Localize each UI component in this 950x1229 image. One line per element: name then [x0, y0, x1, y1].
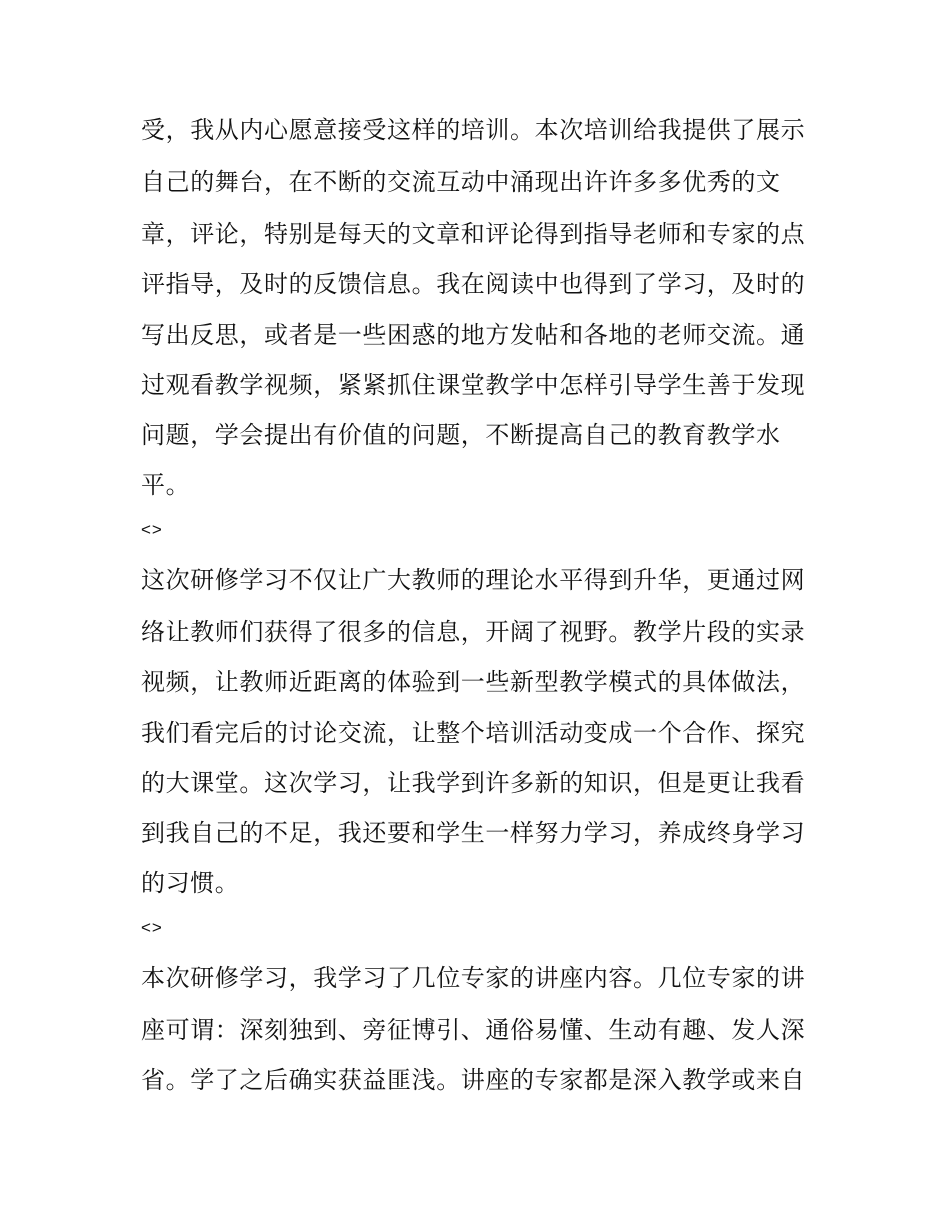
- paragraph-1-line-7: 问题，学会提出有价值的问题，不断提高自己的教育教学水: [141, 421, 781, 449]
- paragraph-2-line-5: 的大课堂。这次学习，让我学到许多新的知识，但是更让我看: [141, 769, 806, 797]
- separator-1: <>: [141, 520, 163, 539]
- paragraph-1-line-5: 写出反思，或者是一些困惑的地方发帖和各地的老师交流。通: [141, 321, 806, 349]
- paragraph-1-line-6: 过观看教学视频，紧紧抓住课堂教学中怎样引导学生善于发现: [141, 371, 806, 399]
- paragraph-2-line-3: 视频，让教师近距离的体验到一些新型教学模式的具体做法，: [141, 668, 806, 696]
- paragraph-2-line-2: 络让教师们获得了很多的信息，开阔了视野。教学片段的实录: [141, 618, 806, 646]
- paragraph-3-line-3: 省。学了之后确实获益匪浅。讲座的专家都是深入教学或来自: [141, 1066, 806, 1094]
- paragraph-2-line-1: 这次研修学习不仅让广大教师的理论水平得到升华，更通过网: [141, 566, 806, 594]
- paragraph-1-line-3: 章，评论，特别是每天的文章和评论得到指导老师和专家的点: [141, 220, 806, 248]
- paragraph-3-line-1: 本次研修学习，我学习了几位专家的讲座内容。几位专家的讲: [141, 964, 806, 992]
- paragraph-3-line-2: 座可谓：深刻独到、旁征博引、通俗易懂、生动有趣、发人深: [141, 1016, 806, 1044]
- paragraph-2-line-7: 的习惯。: [141, 869, 240, 897]
- paragraph-1-line-4: 评指导，及时的反馈信息。我在阅读中也得到了学习，及时的: [141, 270, 806, 298]
- paragraph-1-line-1: 受，我从内心愿意接受这样的培训。本次培训给我提供了展示: [141, 116, 806, 144]
- paragraph-1-line-2: 自己的舞台，在不断的交流互动中涌现出许许多多优秀的文: [141, 168, 781, 196]
- paragraph-2-line-4: 我们看完后的讨论交流，让整个培训活动变成一个合作、探究: [141, 719, 806, 747]
- paragraph-1-line-8: 平。: [141, 471, 191, 499]
- separator-2: <>: [141, 918, 163, 937]
- paragraph-2-line-6: 到我自己的不足，我还要和学生一样努力学习，养成终身学习: [141, 819, 806, 847]
